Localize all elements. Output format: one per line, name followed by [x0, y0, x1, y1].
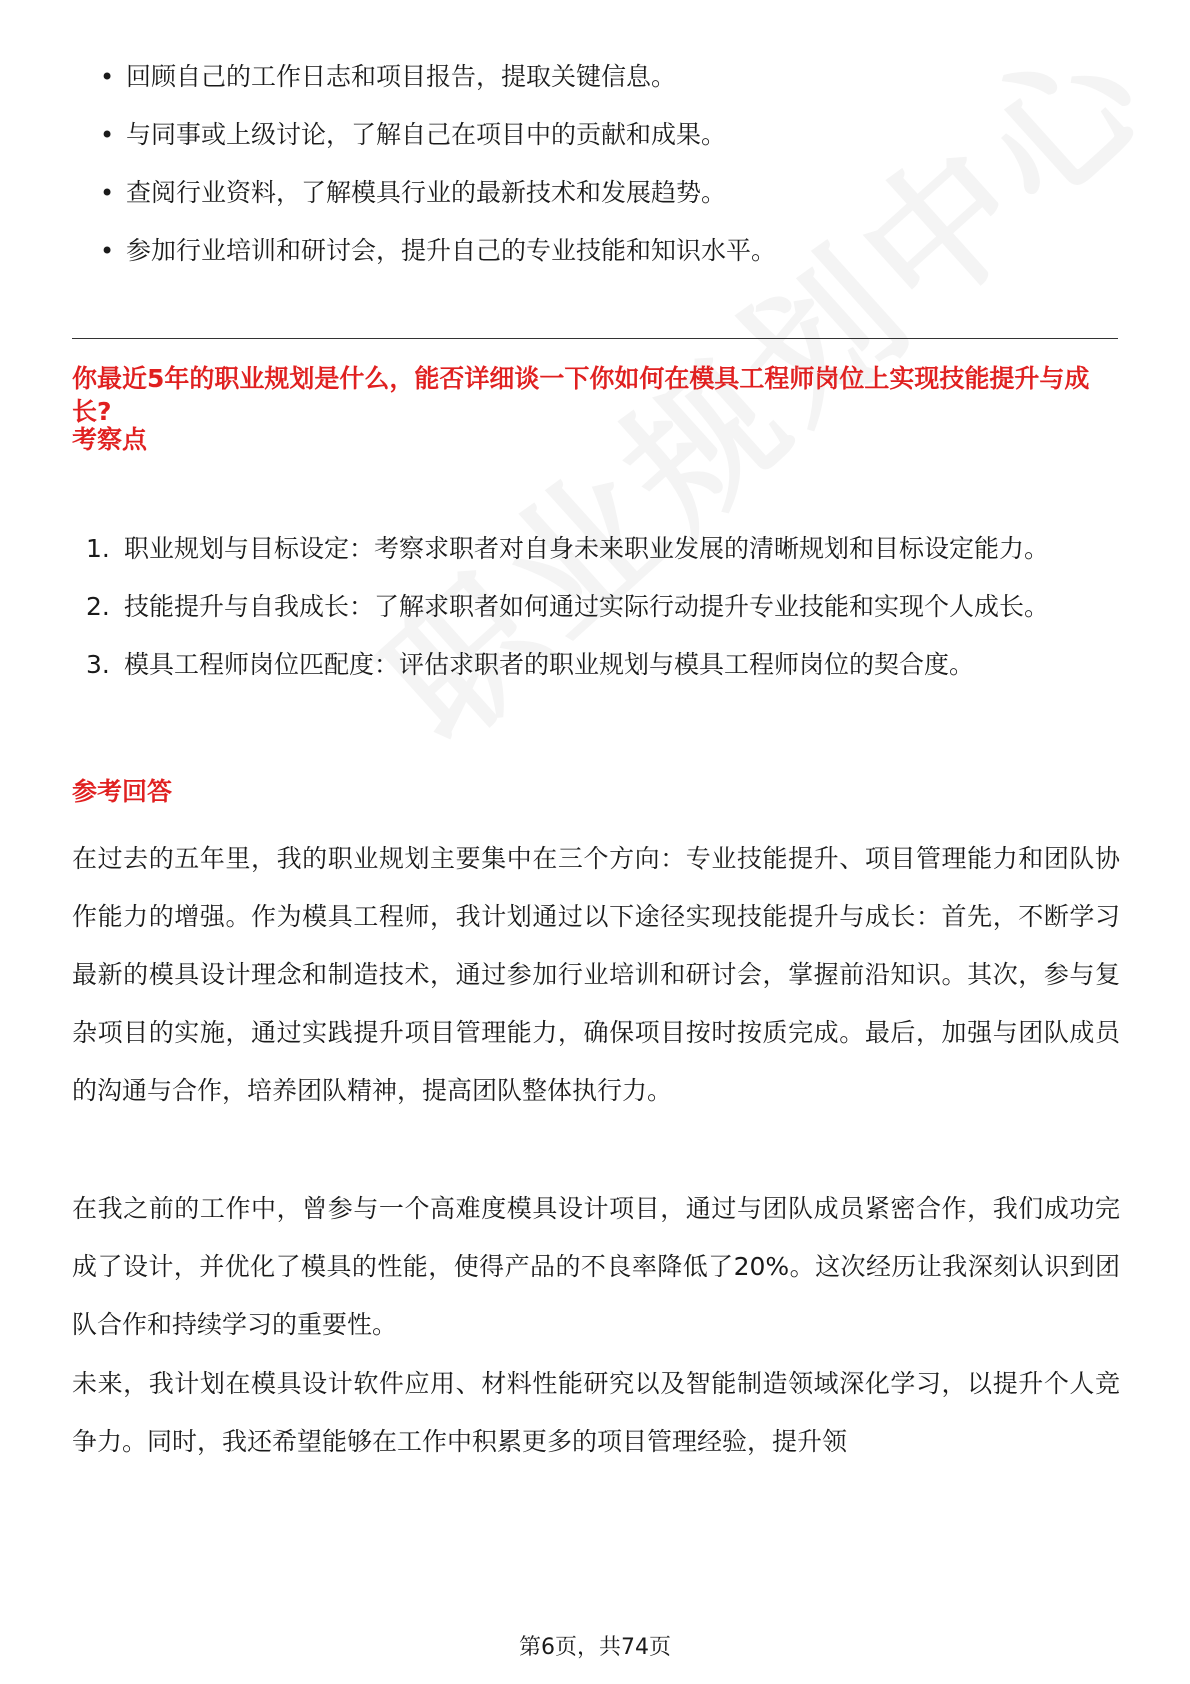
- section-title-answer: 参考回答: [72, 777, 173, 806]
- section-divider: [72, 338, 1118, 339]
- bullet-item: • 回顾自己的工作日志和项目报告，提取关键信息。: [100, 60, 776, 118]
- check-item: [80, 520, 1120, 578]
- bullet-list: [100, 60, 776, 292]
- check-item-number: 1.: [86, 534, 110, 563]
- check-item-text: 职业规划与目标设定：考察求职者对自身未来职业发展的清晰规划和目标设定能力。: [124, 534, 1050, 563]
- question-heading: 你最近5年的职业规划是什么，能否详细谈一下你如何在模具工程师岗位上实现技能提升与成长?: [72, 364, 1090, 426]
- page-footer: 第6页，共74页: [519, 1635, 671, 1660]
- check-item: [80, 578, 1120, 636]
- section-title-check: 考察点: [72, 425, 148, 454]
- check-item: [80, 636, 1120, 694]
- check-item-number: 3.: [86, 650, 110, 679]
- bullet-item: • 参加行业培训和研讨会，提升自己的专业技能和知识水平。: [100, 234, 776, 292]
- bullet-item: • 查阅行业资料，了解模具行业的最新技术和发展趋势。: [100, 176, 776, 234]
- check-item-text: 技能提升与自我成长：了解求职者如何通过实际行动提升专业技能和实现个人成长。: [124, 592, 1050, 621]
- check-item-text: 模具工程师岗位匹配度：评估求职者的职业规划与模具工程师岗位的契合度。: [124, 650, 975, 679]
- bullet-item: • 与同事或上级讨论，了解自己在项目中的贡献和成果。: [100, 118, 776, 176]
- answer-paragraph: 在过去的五年里，我的职业规划主要集中在三个方向：专业技能提升、项目管理能力和团队协作能力的增强。作为模具工程师，我计划通过以下途径实现技能提升与成长：首先，不断学习最新的模具设计理念和制造技术，通过参加行业培训和研讨会，掌握前沿知识。其次，参与复杂项目的实施，通过实践提升项目管理能力，确保项目按时按质完成。最后，加强与团队成员的沟通与合作，培养团队精神，提高团队整体执行力。: [72, 844, 1120, 1105]
- check-list: [80, 520, 1120, 694]
- answer-paragraph: 未来，我计划在模具设计软件应用、材料性能研究以及智能制造领域深化学习，以提升个人竞争力。同时，我还希望能够在工作中积累更多的项目管理经验，提升领: [72, 1369, 1120, 1456]
- check-item-number: 2.: [86, 592, 110, 621]
- answer-paragraph: 在我之前的工作中，曾参与一个高难度模具设计项目，通过与团队成员紧密合作，我们成功完成了设计，并优化了模具的性能，使得产品的不良率降低了20%。这次经历让我深刻认识到团队合作和持续学习的重要性。: [72, 1194, 1120, 1339]
